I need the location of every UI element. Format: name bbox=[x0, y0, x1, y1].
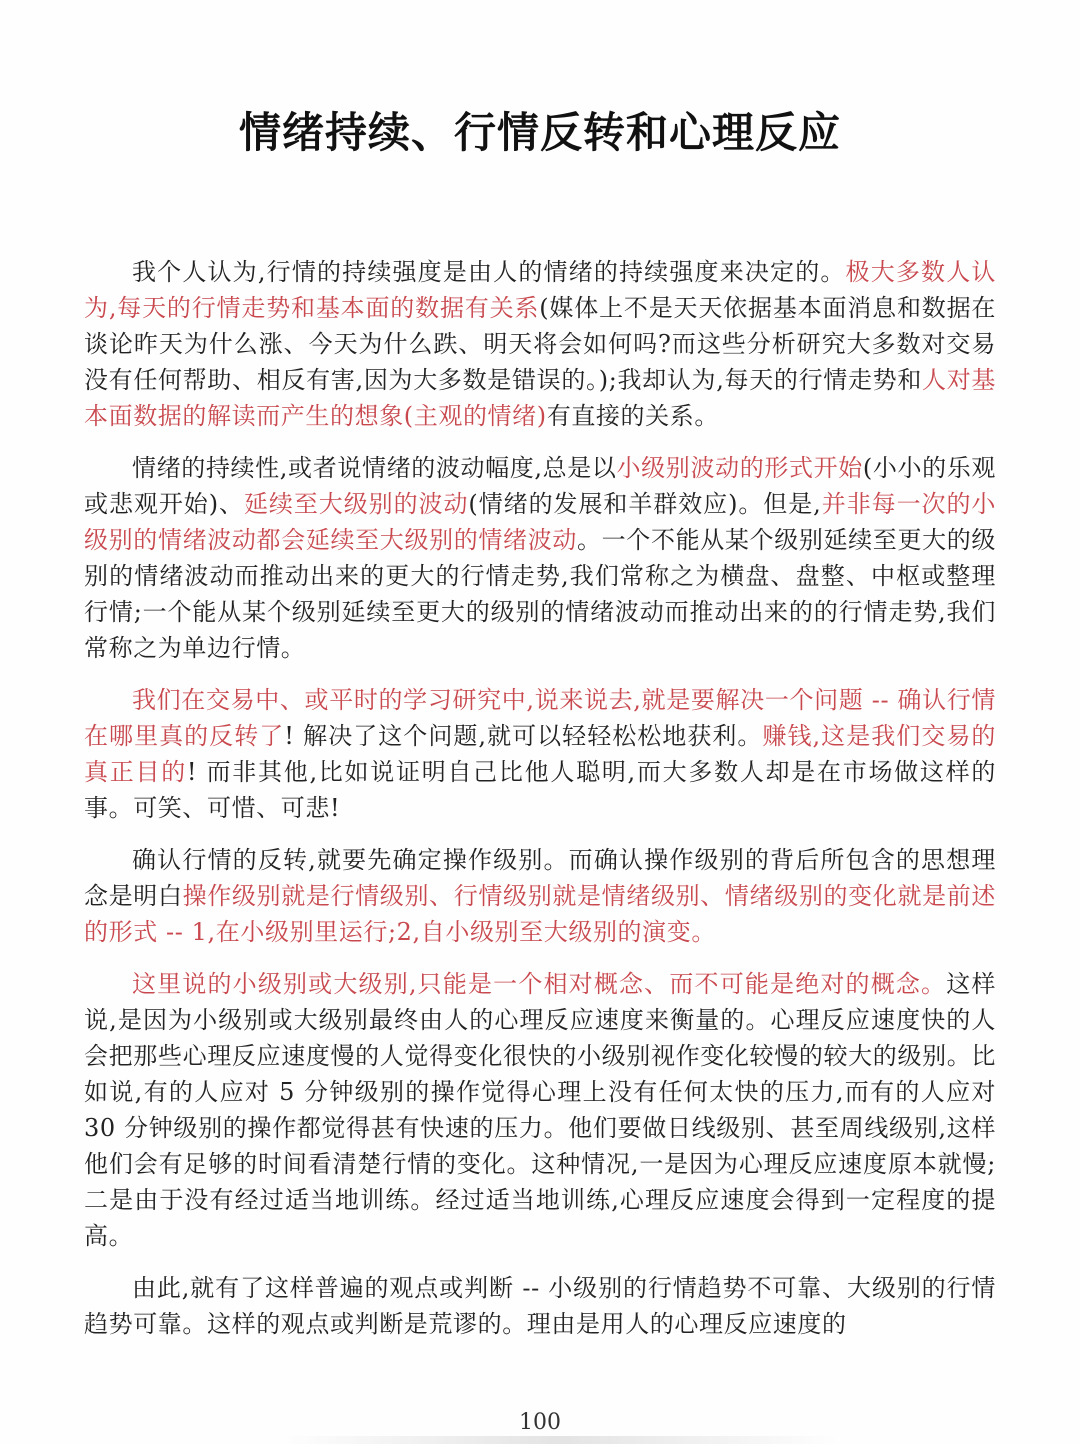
highlighted-text: 延续至大级别的波动 bbox=[243, 490, 469, 518]
body-text-segment: 有直接的关系。 bbox=[546, 402, 719, 430]
body-text-segment: (小小的乐观或悲观开始)、 bbox=[84, 454, 997, 518]
highlighted-text: 并非每一次的小级别的情绪波动都会延续至大级别的情绪波动 bbox=[84, 490, 996, 554]
body-text-segment: 情绪的持续性,或者说情绪的波动幅度,总是以 bbox=[132, 454, 617, 482]
highlighted-text: 操作级别就是行情级别、行情级别就是情绪级别、情绪级别的变化就是前述的形式 -- 1,在小级别里运行;2,自小级别至大级别的演变。 bbox=[84, 882, 996, 946]
body-text-segment: ! 而非其他,比如说证明自己比他人聪明,而大多数人却是在市场做这样的事。可笑、可惜、可悲! bbox=[84, 758, 996, 822]
paragraph bbox=[84, 1270, 996, 1342]
highlighted-text: 人对基本面数据的解读而产生的想象(主观的情绪) bbox=[84, 366, 996, 430]
body-text bbox=[84, 254, 996, 1358]
body-text-segment: (情绪的发展和羊群效应)。但是, bbox=[468, 490, 822, 518]
body-text-segment: 我个人认为,行情的持续强度是由人的情绪的持续强度来决定的。 bbox=[132, 258, 846, 286]
body-text-segment: 。一个不能从某个级别延续至更大的级别的情绪波动而推动出来的更大的行情走势,我们常称之为横盘、盘整、中枢或整理行情;一个能从某个级别延续至更大的级别的情绪波动而推动出来的的行情走势,我们常称之为单边行情。 bbox=[84, 526, 996, 662]
highlighted-text: 极大多数人认为,每天的行情走势和基本面的数据有关系 bbox=[84, 258, 996, 322]
highlighted-text: 我们在交易中、或平时的学习研究中,说来说去,就是要解决一个问题 -- 确认行情在哪里真的反转了 bbox=[84, 686, 996, 750]
paragraph bbox=[84, 966, 996, 1254]
highlighted-text: 这里说的小级别或大级别,只能是一个相对概念、而不可能是绝对的概念。 bbox=[132, 970, 947, 998]
highlighted-text: 赚钱,这是我们交易的真正目的 bbox=[84, 722, 996, 786]
paragraph bbox=[84, 254, 996, 434]
page-number: 100 bbox=[519, 1410, 561, 1435]
paragraph bbox=[84, 842, 996, 950]
paragraph bbox=[84, 450, 996, 666]
body-text-segment: 由此,就有了这样普遍的观点或判断 -- 小级别的行情趋势不可靠、大级别的行情趋势可靠。这样的观点或判断是荒谬的。理由是用人的心理反应速度的 bbox=[84, 1274, 996, 1338]
highlighted-text: 小级别波动的形式开始 bbox=[616, 454, 863, 482]
page-title: 情绪持续、行情反转和心理反应 bbox=[238, 108, 841, 157]
body-text-segment: 确认行情的反转,就要先确定操作级别。而确认操作级别的背后所包含的思想理念是明白 bbox=[84, 846, 996, 910]
bleed-through-artifact bbox=[280, 1436, 840, 1444]
body-text-segment: ! 解决了这个问题,就可以轻轻松松地获利。 bbox=[284, 722, 763, 750]
body-text-segment: 这样说,是因为小级别或大级别最终由人的心理反应速度来衡量的。心理反应速度快的人会把那些心理反应速度慢的人觉得变化很快的小级别视作变化较慢的较大的级别。比如说,有的人应对 5 分钟级别的操作觉得心理上没有任何太快的压力,而有的人应对 30 分钟级别的操作都觉得甚有快速的压力。他们要做日线级别、甚至周线级别,这样他们会有足够的时间看清楚行情的变化。这种情况,一是因为心理反应速度原本就慢;二是由于没有经过适当地训练。经过适当地训练,心理反应速度会得到一定程度的提高。 bbox=[84, 970, 996, 1250]
body-text-segment: (媒体上不是天天依据基本面消息和数据在谈论昨天为什么涨、今天为什么跌、明天将会如何吗?而这些分析研究大多数对交易没有任何帮助、相反有害,因为大多数是错误的。);我却认为,每天的行情走势和 bbox=[84, 294, 997, 394]
paragraph bbox=[84, 682, 996, 826]
